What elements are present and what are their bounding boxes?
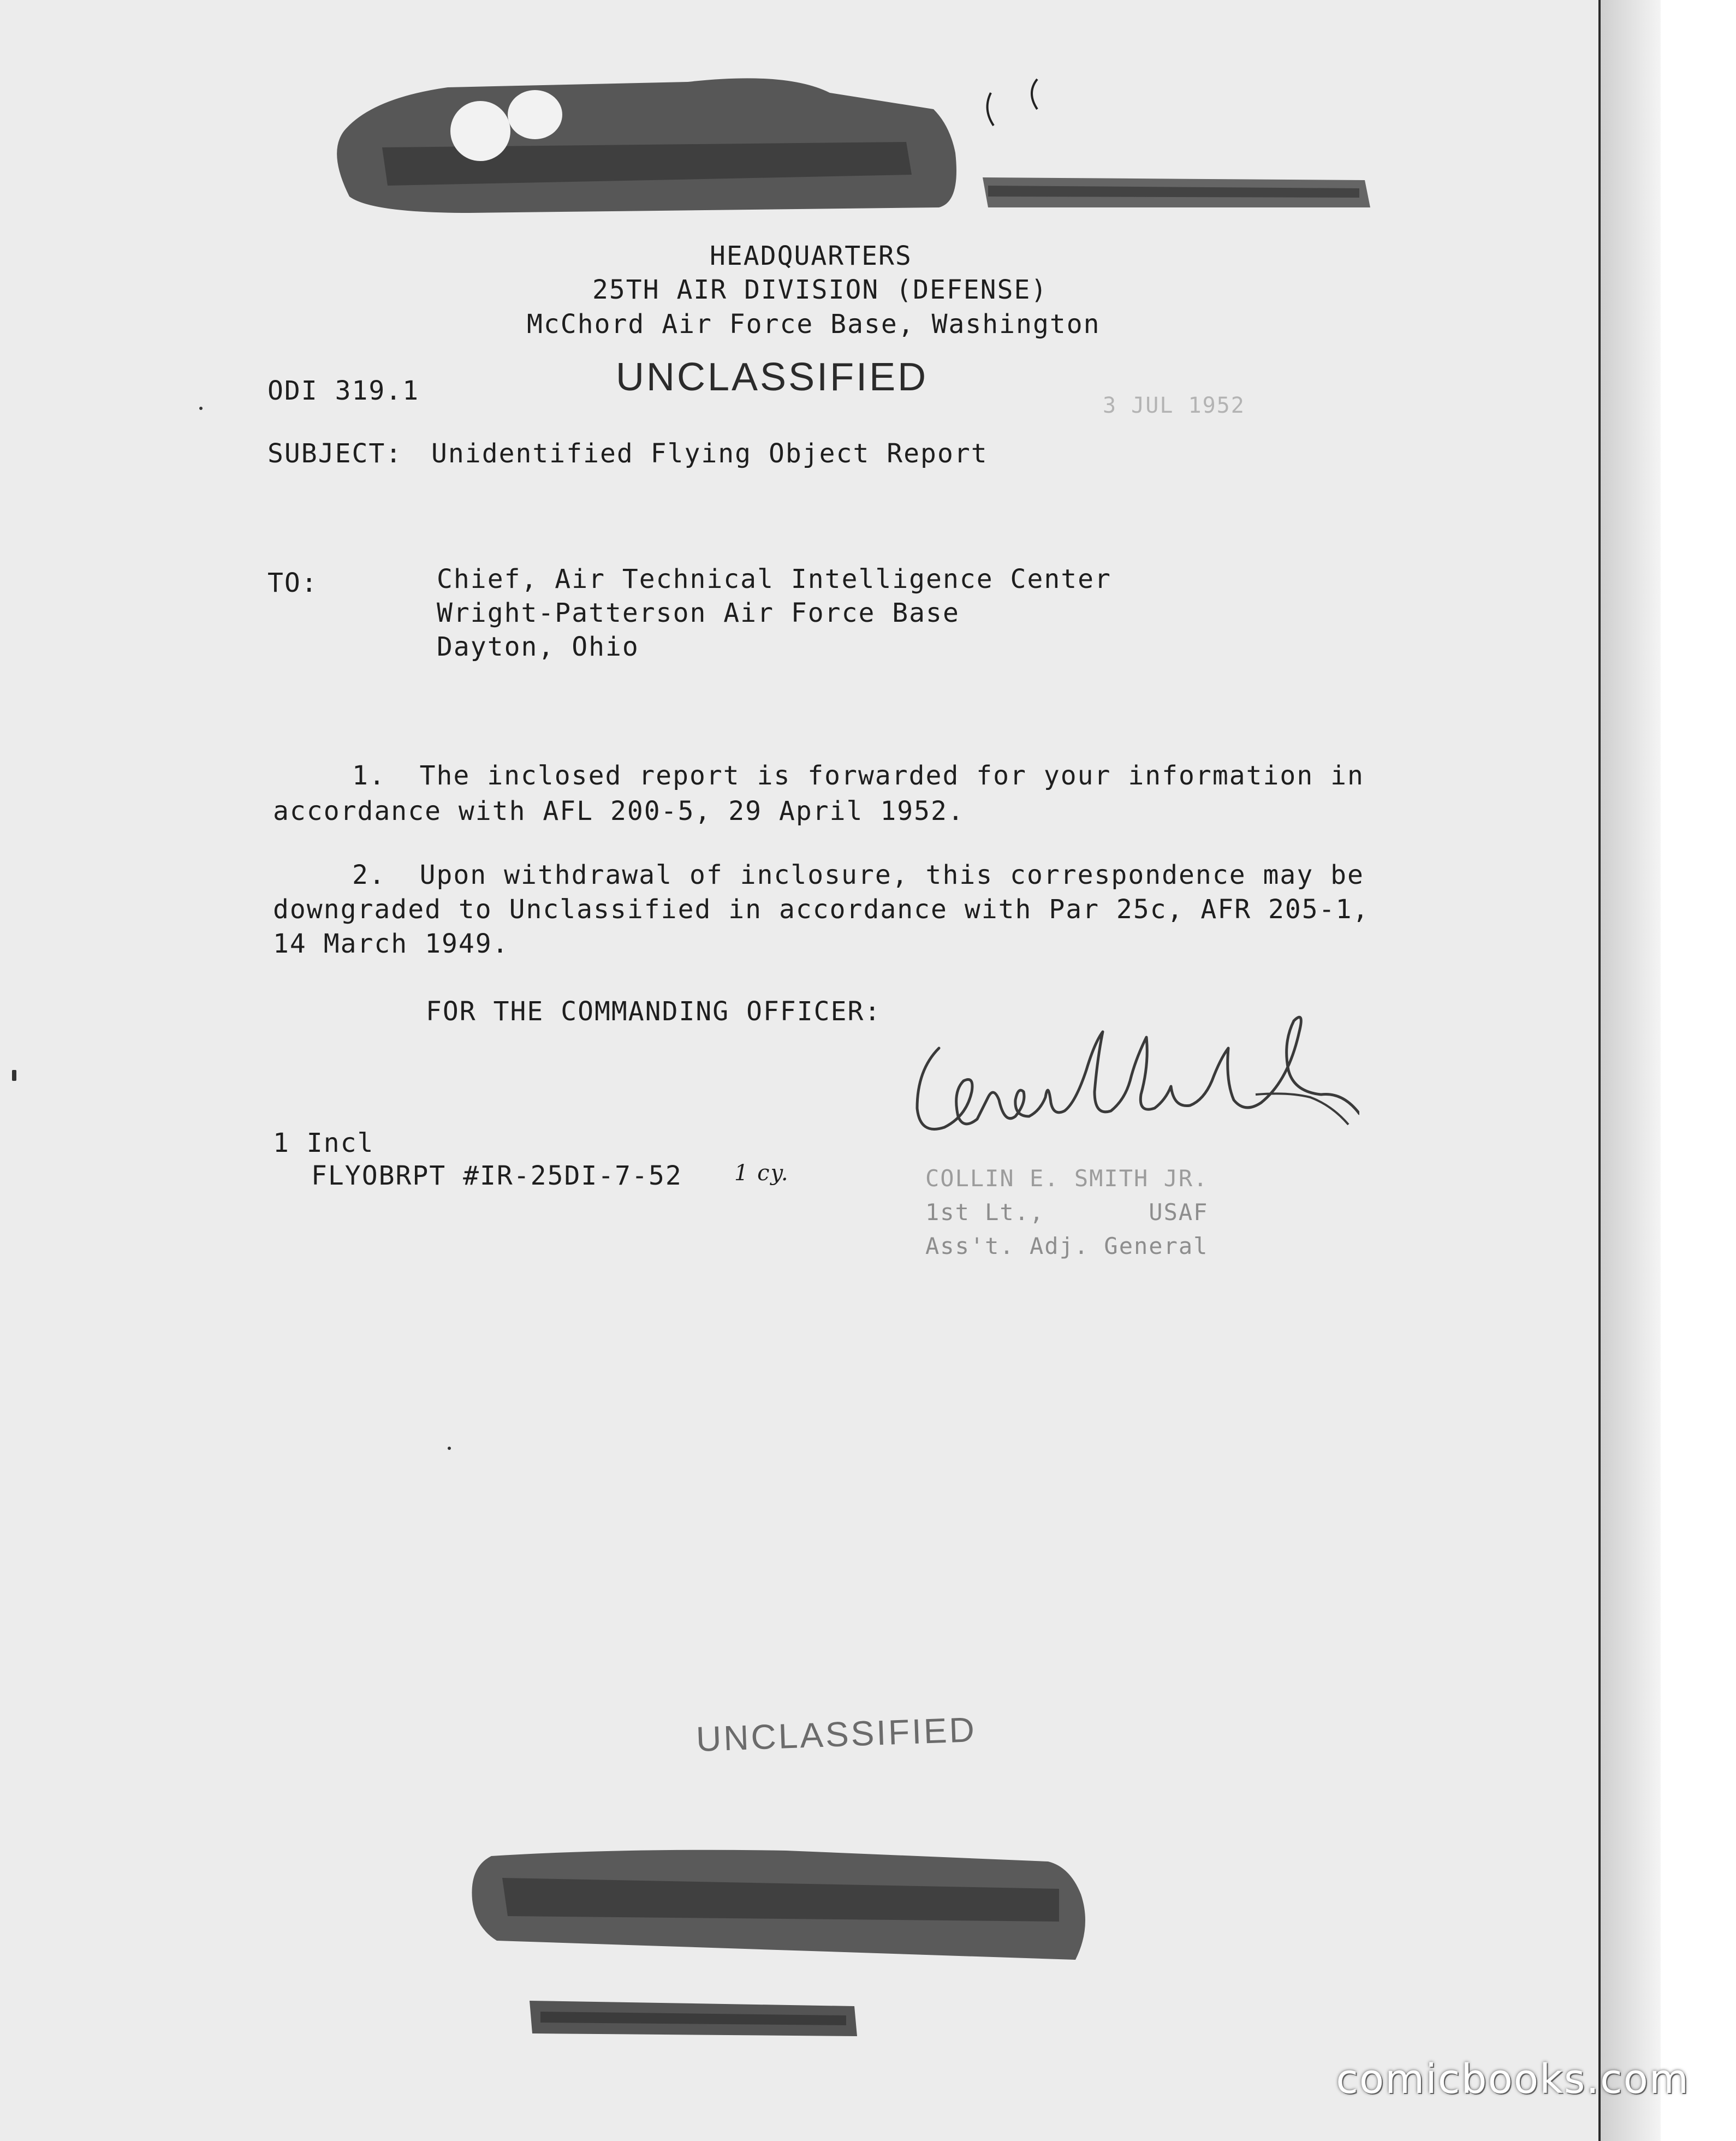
paragraph-2-line-3: 14 March 1949. — [273, 929, 509, 959]
signer-title: Ass't. Adj. General — [925, 1233, 1209, 1259]
date-stamp: 3 JUL 1952 — [1103, 393, 1245, 418]
inclosure-count: 1 Incl — [273, 1128, 374, 1158]
paragraph-2-line-1: 2. Upon withdrawal of inclosure, this correspondence may be — [352, 860, 1364, 890]
paragraph-2-line-2: downgraded to Unclassified in accordance with Par 25c, AFR 205-1, — [273, 894, 1370, 925]
paragraph-1-line-1: 1. The inclosed report is forwarded for your information in — [352, 760, 1364, 791]
paper-speck — [12, 1070, 16, 1081]
stamp-unclassified-top: UNCLASSIFIED — [616, 355, 929, 399]
header-base: McChord Air Force Base, Washington — [527, 309, 1101, 340]
inclosure-report: FLYOBRPT #IR-25DI-7-52 — [311, 1161, 682, 1191]
header-division: 25TH AIR DIVISION (DEFENSE) — [592, 275, 1048, 305]
handwritten-signature — [906, 999, 1359, 1163]
file-reference: ODI 319.1 — [267, 376, 420, 406]
closing-line: FOR THE COMMANDING OFFICER: — [426, 996, 882, 1027]
paper-speck — [199, 407, 203, 410]
subject-text: Unidentified Flying Object Report — [431, 438, 988, 469]
paragraph-1-line-2: accordance with AFL 200-5, 29 April 1952. — [273, 796, 965, 826]
header-headquarters: HEADQUARTERS — [710, 241, 912, 271]
signer-rank: 1st Lt., USAF — [925, 1199, 1209, 1226]
to-line-3: Dayton, Ohio — [437, 632, 639, 662]
paper-speck — [448, 1447, 451, 1450]
bottom-redaction — [459, 1845, 1103, 2053]
stamp-unclassified-bottom: UNCLASSIFIED — [695, 1710, 977, 1759]
to-line-1: Chief, Air Technical Intelligence Center — [437, 564, 1111, 594]
page-shadow — [1601, 0, 1661, 2141]
site-watermark: comicbooks.com — [1336, 2056, 1690, 2103]
signer-name: COLLIN E. SMITH JR. — [925, 1165, 1209, 1192]
to-label: TO: — [267, 568, 318, 598]
subject-label: SUBJECT: — [267, 438, 403, 469]
inclosure-copy-mark: 1 cy. — [734, 1161, 789, 1186]
top-redaction — [306, 49, 1387, 229]
to-line-2: Wright-Patterson Air Force Base — [437, 598, 960, 628]
